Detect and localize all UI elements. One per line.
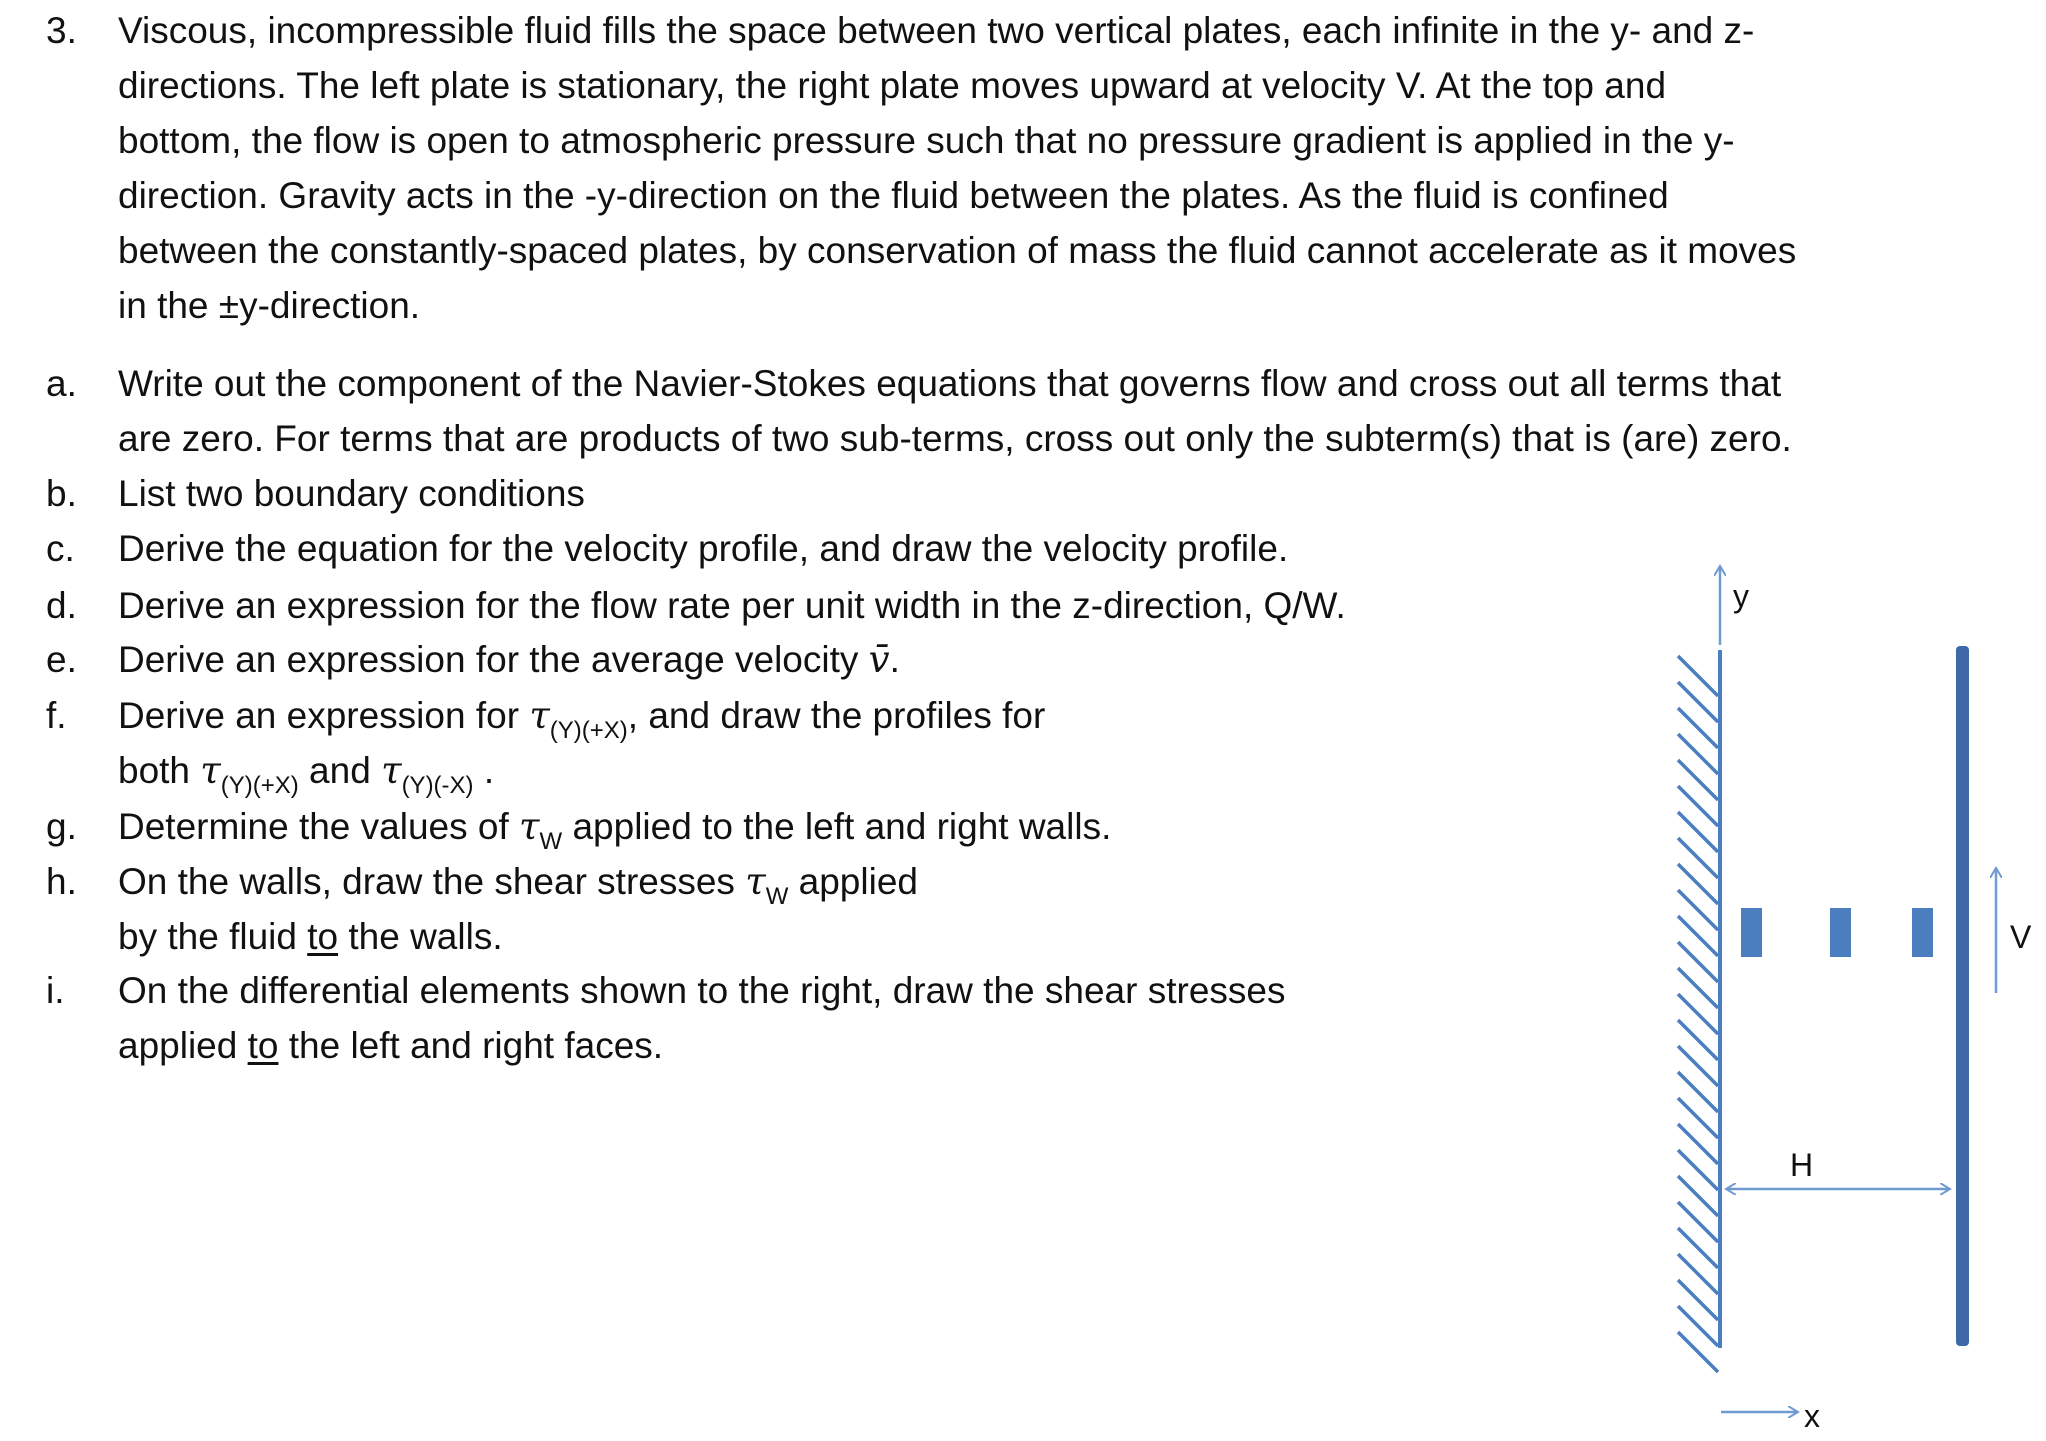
part-e-end: . [889, 639, 900, 680]
part-label: f. [46, 695, 67, 736]
tau-symbol: τ [529, 694, 550, 737]
part-i-line1: On the differential elements shown to the right, draw the shear stresses [118, 970, 1286, 1011]
part-label: d. [46, 585, 77, 626]
part-label: c. [46, 528, 75, 569]
problem-number: 3. [46, 10, 77, 51]
problem-line: bottom, the flow is open to atmospheric pressure such that no pressure gradient is applied in the y- [118, 120, 1735, 161]
problem-line: Viscous, incompressible fluid fills the space between two vertical plates, each infinite in the y- and z- [118, 10, 1755, 51]
part-i-l2post: the left and right faces. [278, 1025, 664, 1066]
problem-line: direction. Gravity acts in the -y-direction on the fluid between the plates. As the fluid is confined [118, 175, 1669, 216]
part-c-text: Derive the equation for the velocity profile, and draw the velocity profile. [118, 528, 1289, 569]
differential-element [1741, 908, 1762, 957]
part-f-l2pre: both [118, 750, 201, 791]
part-f-mid: , and draw the profiles for [627, 695, 1046, 736]
tau-subscript: W [765, 883, 789, 910]
wall-hatching [1678, 656, 1718, 1372]
part-a-line: Write out the component of the Navier-Stokes equations that governs flow and cross out all terms that [118, 363, 1782, 404]
part-i-l2pre: applied [118, 1025, 248, 1066]
part-g-pre: Determine the values of [118, 806, 520, 847]
gap-label: H [1790, 1147, 1814, 1183]
part-h-l2post: the walls. [338, 916, 503, 957]
part-h-l2pre: by the fluid [118, 916, 308, 957]
underlined-to: to [307, 916, 339, 957]
part-f-pre: Derive an expression for [118, 695, 530, 736]
part-label: a. [46, 363, 77, 404]
average-velocity-symbol: v̄ [868, 638, 890, 681]
tau-subscript: W [539, 828, 563, 855]
differential-element [1912, 908, 1933, 957]
y-axis-label: y [1733, 578, 1749, 614]
moving-plate [1956, 646, 1969, 1346]
part-label: e. [46, 639, 77, 680]
tau-subscript: (Y)(-X) [401, 772, 474, 799]
part-a-line: are zero. For terms that are products of two sub-terms, cross out only the subterm(s) that is (are) zero. [118, 418, 1792, 459]
x-axis-label: x [1804, 1398, 1820, 1434]
problem-line: between the constantly-spaced plates, by conservation of mass the fluid cannot accelerate as it moves [118, 230, 1797, 271]
part-h-post: applied [788, 861, 918, 902]
part-h-pre: On the walls, draw the shear stresses [118, 861, 746, 902]
part-f-end: . [473, 750, 495, 791]
tau-symbol: τ [745, 860, 766, 903]
underlined-to: to [247, 1025, 279, 1066]
problem-line: directions. The left plate is stationary, the right plate moves upward at velocity V. At the top and [118, 65, 1667, 106]
problem-line: in the ±y-direction. [118, 285, 421, 326]
tau-symbol: τ [200, 749, 221, 792]
tau-symbol: τ [519, 805, 540, 848]
part-e-text-main: Derive an expression for the average velocity [118, 639, 869, 680]
tau-subscript: (Y)(+X) [549, 717, 628, 744]
part-d-text: Derive an expression for the flow rate per unit width in the z-direction, Q/W. [118, 585, 1346, 626]
part-f-and: and [298, 750, 382, 791]
tau-subscript: (Y)(+X) [220, 772, 299, 799]
differential-element [1830, 908, 1851, 957]
part-b-text: List two boundary conditions [118, 473, 585, 514]
part-label: g. [46, 806, 77, 847]
velocity-label: V [2010, 919, 2032, 955]
part-g-post: applied to the left and right walls. [562, 806, 1112, 847]
part-label: i. [46, 970, 65, 1011]
part-label: h. [46, 861, 77, 902]
part-label: b. [46, 473, 77, 514]
tau-symbol: τ [381, 749, 402, 792]
